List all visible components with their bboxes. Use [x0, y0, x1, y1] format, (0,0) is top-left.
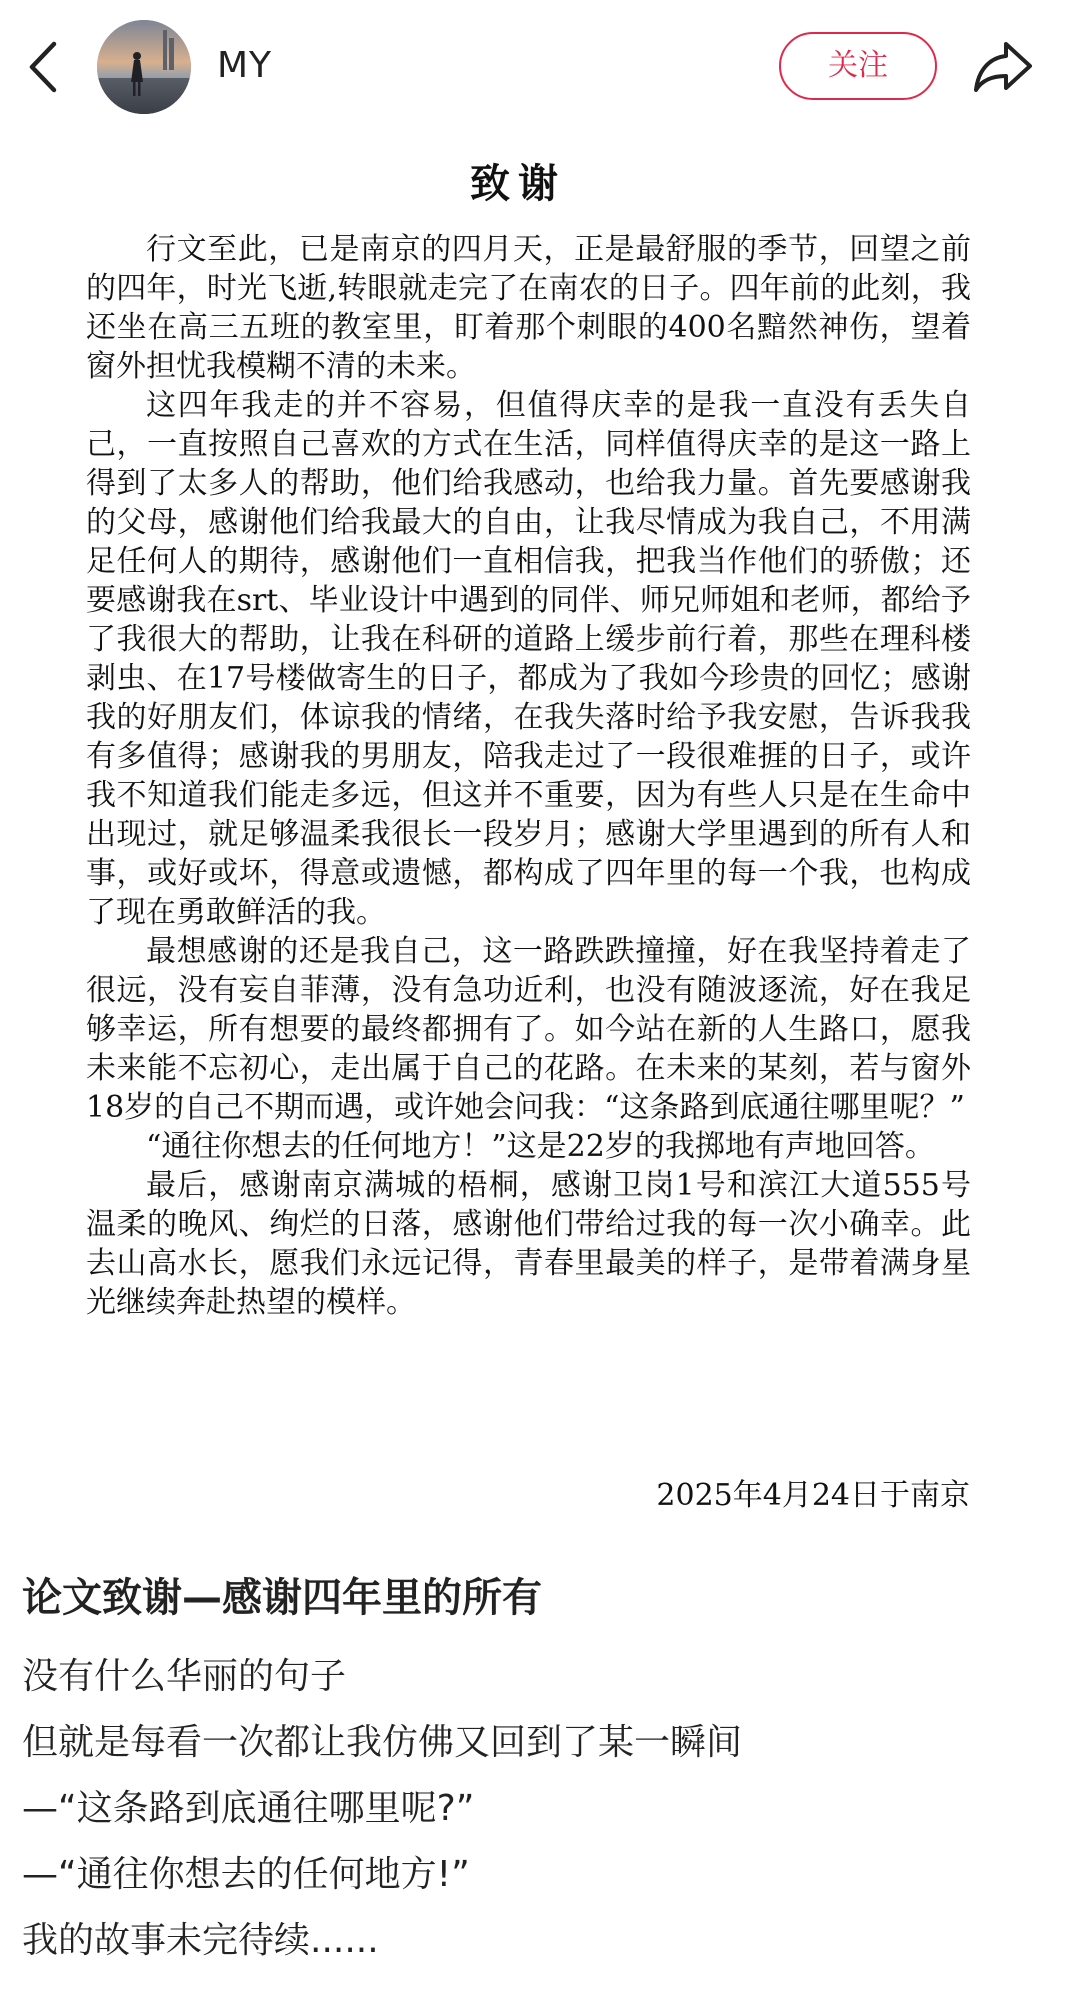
follow-button[interactable]: 关注: [779, 32, 937, 100]
document-signature: 2025年4月24日于南京: [656, 1478, 970, 1513]
post-line: 没有什么华丽的句子: [22, 1656, 347, 1697]
chevron-left-icon: [22, 38, 72, 96]
post-line: —“通往你想去的任何地方!”: [22, 1854, 470, 1895]
document-paragraph: “通往你想去的任何地方！”这是22岁的我掷地有声地回答。: [146, 1129, 935, 1164]
document-body: [86, 230, 971, 1322]
avatar[interactable]: [97, 20, 191, 114]
post-line: 我的故事未完待续......: [22, 1920, 379, 1961]
document-paragraph: 最后，感谢南京满城的梧桐，感谢卫岗1号和滨江大道555号温柔的晚风、绚烂的日落，感谢他们带给过我的每一次小确幸。此去山高水长，愿我们永远记得，青春里最美的样子，是带着满身星光继续奔赴热望的模样。: [86, 1168, 971, 1320]
post-title: 论文致谢—感谢四年里的所有: [22, 1575, 542, 1621]
back-button[interactable]: [22, 38, 72, 96]
share-button[interactable]: [972, 36, 1034, 96]
post-image-document[interactable]: [0, 134, 1080, 1514]
username[interactable]: MY: [217, 45, 273, 86]
post-line: —“这条路到底通往哪里呢?”: [22, 1788, 475, 1829]
avatar-photo: [97, 20, 191, 114]
top-bar: [0, 0, 1080, 134]
document-paragraph: 这四年我走的并不容易，但值得庆幸的是我一直没有丢失自己，一直按照自己喜欢的方式在生活，同样值得庆幸的是这一路上得到了太多人的帮助，他们给我感动，也给我力量。首先要感谢我的父母，感谢他们给我最大的自由，让我尽情成为我自己，不用满足任何人的期待，感谢他们一直相信我，把我当作他们的骄傲；还要感谢我在srt、毕业设计中遇到的同伴、师兄师姐和老师，都给予了我很大的帮助，让我在科研的道路上缓步前行着，那些在理科楼剥虫、在17号楼做寄生的日子，都成为了我如今珍贵的回忆；感谢我的好朋友们，体谅我的情绪，在我失落时给予我安慰，告诉我我有多值得；感谢我的男朋友，陪我走过了一段很难捱的日子，或许我不知道我们能走多远，但这并不重要，因为有些人只是在生命中出现过，就足够温柔我很长一段岁月；感谢大学里遇到的所有人和事，或好或坏，得意或遗憾，都构成了四年里的每一个我，也构成了现在勇敢鲜活的我。: [86, 388, 971, 930]
document-paragraph: 最想感谢的还是我自己，这一路跌跌撞撞，好在我坚持着走了很远，没有妄自菲薄，没有急功近利，也没有随波逐流，好在我足够幸运，所有想要的最终都拥有了。如今站在新的人生路口，愿我未来能不忘初心，走出属于自己的花路。在未来的某刻，若与窗外18岁的自己不期而遇，或许她会问我：“这条路到底通往哪里呢？”: [86, 934, 971, 1125]
document-title: 致谢: [470, 161, 566, 207]
post-content: [22, 1570, 1052, 1974]
document-paragraph: 行文至此，已是南京的四月天，正是最舒服的季节，回望之前的四年，时光飞逝,转眼就走完了在南农的日子。四年前的此刻，我还坐在高三五班的教室里，盯着那个刺眼的400名黯然神伤，望着窗外担忧我模糊不清的未来。: [86, 232, 971, 384]
share-arrow-icon: [972, 36, 1034, 96]
post-line: 但就是每看一次都让我仿佛又回到了某一瞬间: [22, 1722, 743, 1763]
